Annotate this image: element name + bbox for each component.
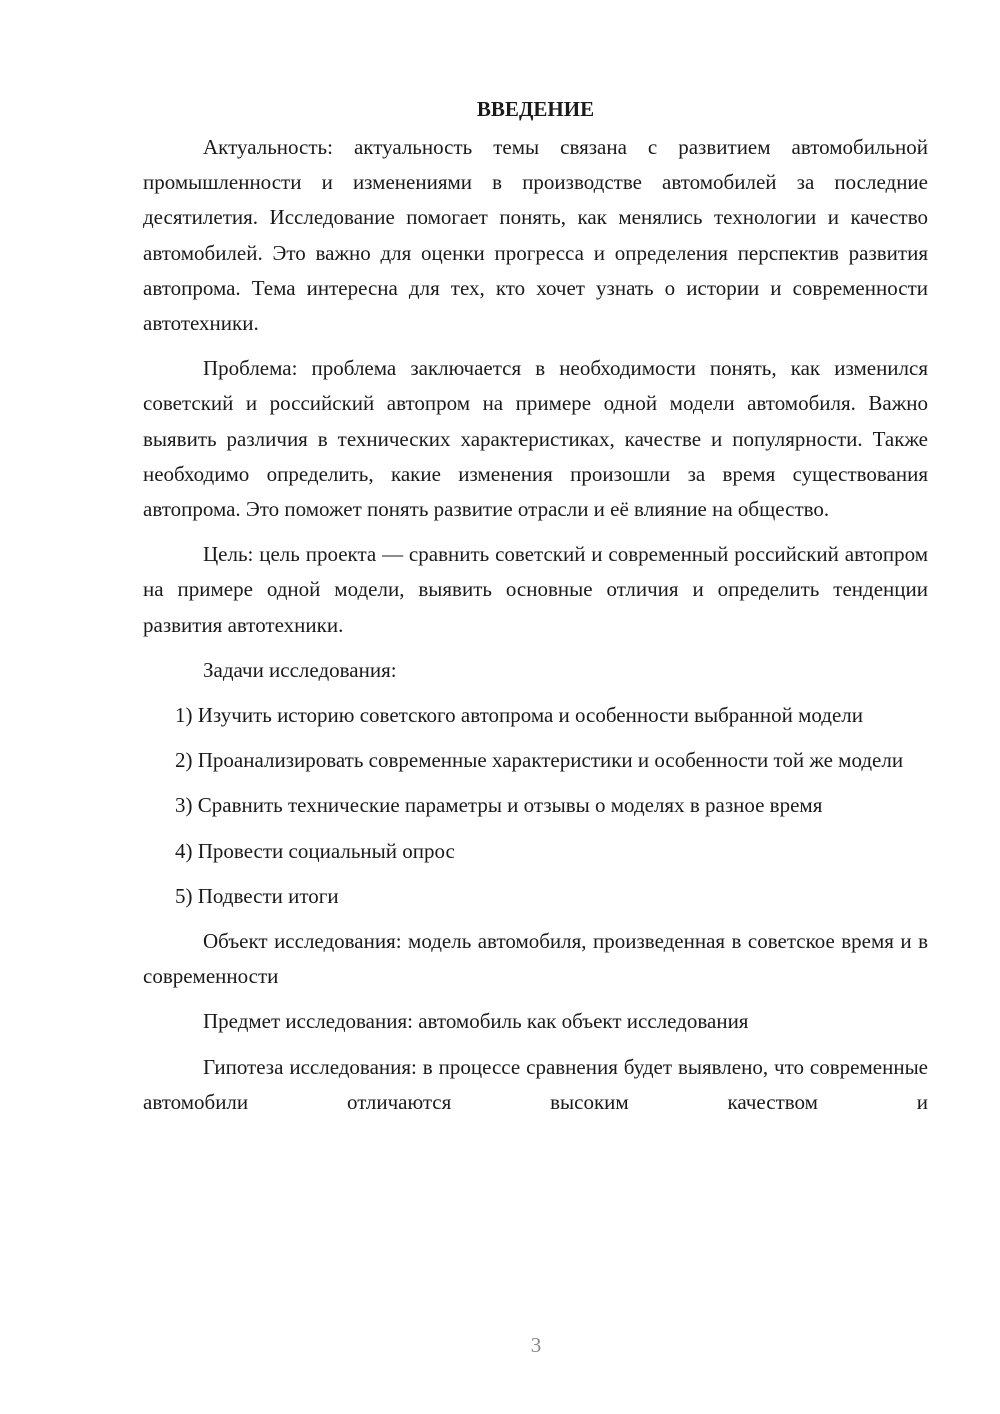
page-number: 3	[530, 1333, 542, 1357]
document-page	[143, 92, 928, 1130]
section-title: ВВЕДЕНИЕ	[476, 97, 595, 121]
task-item: 3) Сравнить технические параметры и отзывы о моделях в разное время	[175, 793, 823, 818]
paragraph-hypothesis: Гипотеза исследования: в процессе сравнения будет выявлено, что современные автомобили отличаются высоким качеством и	[143, 1054, 928, 1114]
paragraph-goal: Цель: цель проекта — сравнить советский и современный российский автопром на примере одной модели, выявить основные отличия и определить тенденции развития автотехники.	[143, 542, 928, 637]
tasks-heading: Задачи исследования:	[203, 657, 397, 682]
task-item: 4) Провести социальный опрос	[175, 838, 455, 863]
paragraph-problem: Проблема: проблема заключается в необходимости понять, как изменился советский и российский автопром на примере одной модели автомобиля. Важно выявить различия в технических характеристиках, качестве и популярности. Также необходимо определить, какие изменения произошли за время существования автопрома. Это поможет понять развитие отрасли и её влияние на общество.	[143, 356, 928, 522]
task-item: 1) Изучить историю советского автопрома и особенности выбранной модели	[175, 703, 863, 728]
paragraph-relevance: Актуальность: актуальность темы связана с развитием автомобильной промышленности и изменениями в производстве автомобилей за последние десятилетия. Исследование помогает понять, как менялись технологии и качество автомобилей. Это важно для оценки прогресса и определения перспектив развития автопрома. Тема интересна для тех, кто хочет узнать о истории и современности автотехники.	[143, 135, 928, 336]
task-item: 2) Проанализировать современные характеристики и особенности той же модели	[175, 748, 904, 773]
paragraph-subject: Предмет исследования: автомобиль как объект исследования	[203, 1009, 749, 1034]
paragraph-object: Объект исследования: модель автомобиля, произведенная в советское время и в современности	[143, 929, 928, 989]
task-item: 5) Подвести итоги	[175, 883, 339, 908]
